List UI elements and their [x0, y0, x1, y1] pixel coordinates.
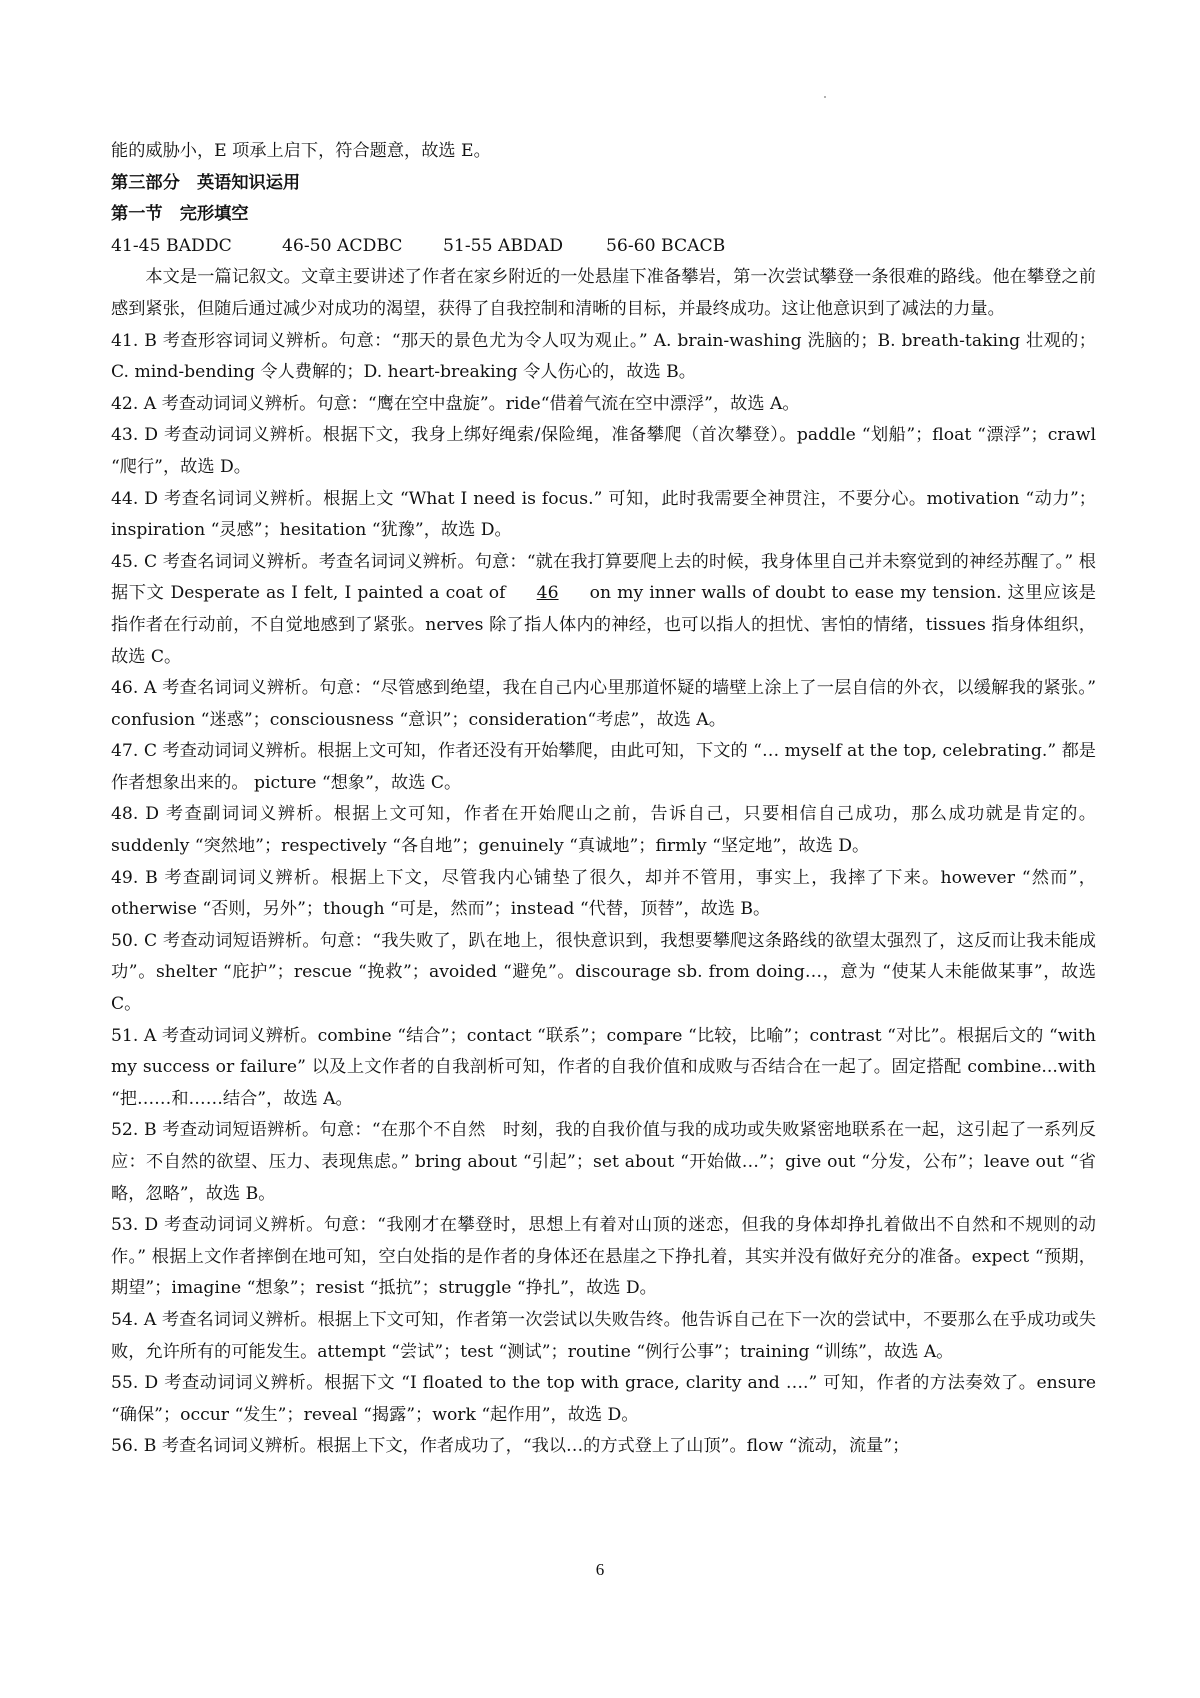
- explanation-item: 42. A 考查动词词义辨析。句意：“鹰在空中盘旋”。ride“借着气流在空中漂浮”，故选 A。: [111, 393, 800, 414]
- page-number: 6: [595, 1560, 605, 1579]
- section-title: 第三部分 英语知识运用: [111, 172, 301, 193]
- explanation-item-45: [111, 547, 1096, 673]
- explanation-item: 47. C 考查动词词义辨析。根据上文可知，作者还没有开始攀爬，由此可知，下文的 “… myself at the top, celebrating.” 都是作者想象出来的。 picture “想象”，故选 C。: [111, 741, 1096, 793]
- answer-group: 56-60 BCACB: [606, 235, 726, 256]
- answer-key: [111, 231, 1096, 263]
- intro-line: 能的威胁小，E 项承上启下，符合题意，故选 E。: [111, 141, 491, 161]
- explanation-item: 51. A 考查动词词义辨析。combine “结合”；contact “联系”；compare “比较，比喻”；contrast “对比”。根据后文的 “with my success or failure” 以及上文作者的自我剖析可知，作者的自我价值和成败与否结合在一起了。固定搭配 combine...with “把……和……结合”，故选 A。: [111, 1025, 1096, 1109]
- answer-group: 46-50 ACDBC: [282, 235, 403, 256]
- passage-summary: 本文是一篇记叙文。文章主要讲述了作者在家乡附近的一处悬崖下准备攀岩，第一次尝试攀登一条很难的路线。他在攀登之前感到紧张，但随后通过减少对成功的渴望，获得了自我控制和清晰的目标，并最终成功。这让他意识到了减法的力量。: [111, 267, 1096, 319]
- document-body: [111, 136, 1096, 1463]
- explanation-item: 52. B 考查动词短语辨析。句意：“在那个不自然 时刻，我的自我价值与我的成功或失败紧密地联系在一起，这引起了一系列反应：不自然的欲望、压力、表现焦虑。” bring about “引起”；set about “开始做…”；give out “分发，公布”；leave out “省略，忽略”，故选 B。: [111, 1120, 1096, 1204]
- explanation-item: 43. D 考查动词词义辨析。根据下文，我身上绑好绳索/保险绳，准备攀爬（首次攀登）。paddle “划船”；float “漂浮”；crawl “爬行”，故选 D。: [111, 425, 1096, 477]
- explanation-item: 41. B 考查形容词词义辨析。句意：“那天的景色尤为令人叹为观止。” A. brain-washing 洗脑的；B. breath-taking 壮观的；C. mind-bending 令人费解的；D. heart-breaking 令人伤心的，故选 B。: [111, 330, 1096, 383]
- explanation-item: 49. B 考查副词词义辨析。根据上下文，尽管我内心铺垫了很久，却并不管用，事实上，我摔了下来。however “然而”，otherwise “否则，另外”；though “可是，然而”；instead “代替，顶替”，故选 B。: [111, 867, 1096, 920]
- explanation-item: 53. D 考查动词词义辨析。句意：“我刚才在攀登时，思想上有着对山顶的迷恋，但我的身体却挣扎着做出不自然和不规则的动作。” 根据上文作者摔倒在地可知，空白处指的是作者的身体还在悬崖之下挣扎着，其实并没有做好充分的准备。expect “预期，期望”；imagine “想象”；resist “抵抗”；struggle “挣扎”，故选 D。: [111, 1215, 1096, 1299]
- cloze-blank: 46: [536, 583, 559, 604]
- item45-after: on my inner walls of doubt to ease my tension. 这里应该是指作者在行动前，不自觉地感到了紧张。nerves 除了指人体内的神经，也可以指人的担忧、害怕的情绪，tissues 指身体组织，故选 C。: [111, 583, 1096, 667]
- subsection-title: 第一节 完形填空: [111, 204, 249, 225]
- answer-group: 51-55 ABDAD: [443, 235, 564, 256]
- explanation-item: 55. D 考查动词词义辨析。根据下文 “I floated to the top with grace, clarity and ….” 可知，作者的方法奏效了。ensure “确保”；occur “发生”；reveal “揭露”；work “起作用”，故选 D。: [111, 1373, 1096, 1425]
- explanation-item: 54. A 考查名词词义辨析。根据上下文可知，作者第一次尝试以失败告终。他告诉自己在下一次的尝试中，不要那么在乎成功或失败，允许所有的可能发生。attempt “尝试”；test “测试”；routine “例行公事”；training “训练”，故选 A。: [111, 1309, 1096, 1362]
- item45-before: 45. C 考查名词词义辨析。考查名词词义辨析。句意：“就在我打算要爬上去的时候，我身体里自己并未察觉到的神经苏醒了。” 根据下文 Desperate as I felt, I painted a coat of: [111, 551, 1096, 604]
- explanation-item: 46. A 考查名词词义辨析。句意：“尽管感到绝望，我在自己内心里那道怀疑的墙壁上涂上了一层自信的外衣，以缓解我的紧张。” confusion “迷惑”；consciousness “意识”；consideration“考虑”，故选 A。: [111, 678, 1096, 730]
- scan-speck: [824, 96, 826, 98]
- explanation-item: 48. D 考查副词词义辨析。根据上文可知，作者在开始爬山之前，告诉自己，只要相信自己成功，那么成功就是肯定的。suddenly “突然地”；respectively “各自地”；genuinely “真诚地”；firmly “坚定地”，故选 D。: [111, 804, 1096, 857]
- explanation-item: 44. D 考查名词词义辨析。根据上文 “What I need is focus.” 可知，此时我需要全神贯注，不要分心。motivation “动力”；inspiration “灵感”；hesitation “犹豫”，故选 D。: [111, 488, 1096, 541]
- answer-group: 41-45 BADDC: [111, 235, 232, 256]
- explanation-item: 56. B 考查名词词义辨析。根据上下文，作者成功了，“我以…的方式登上了山顶”。flow “流动，流量”；: [111, 1436, 910, 1457]
- explanation-item: 50. C 考查动词短语辨析。句意：“我失败了，趴在地上，很快意识到，我想要攀爬这条路线的欲望太强烈了，这反而让我未能成功”。shelter “庇护”；rescue “挽救”；avoided “避免”。discourage sb. from doing…，意为 “使某人未能做某事”，故选 C。: [111, 930, 1096, 1015]
